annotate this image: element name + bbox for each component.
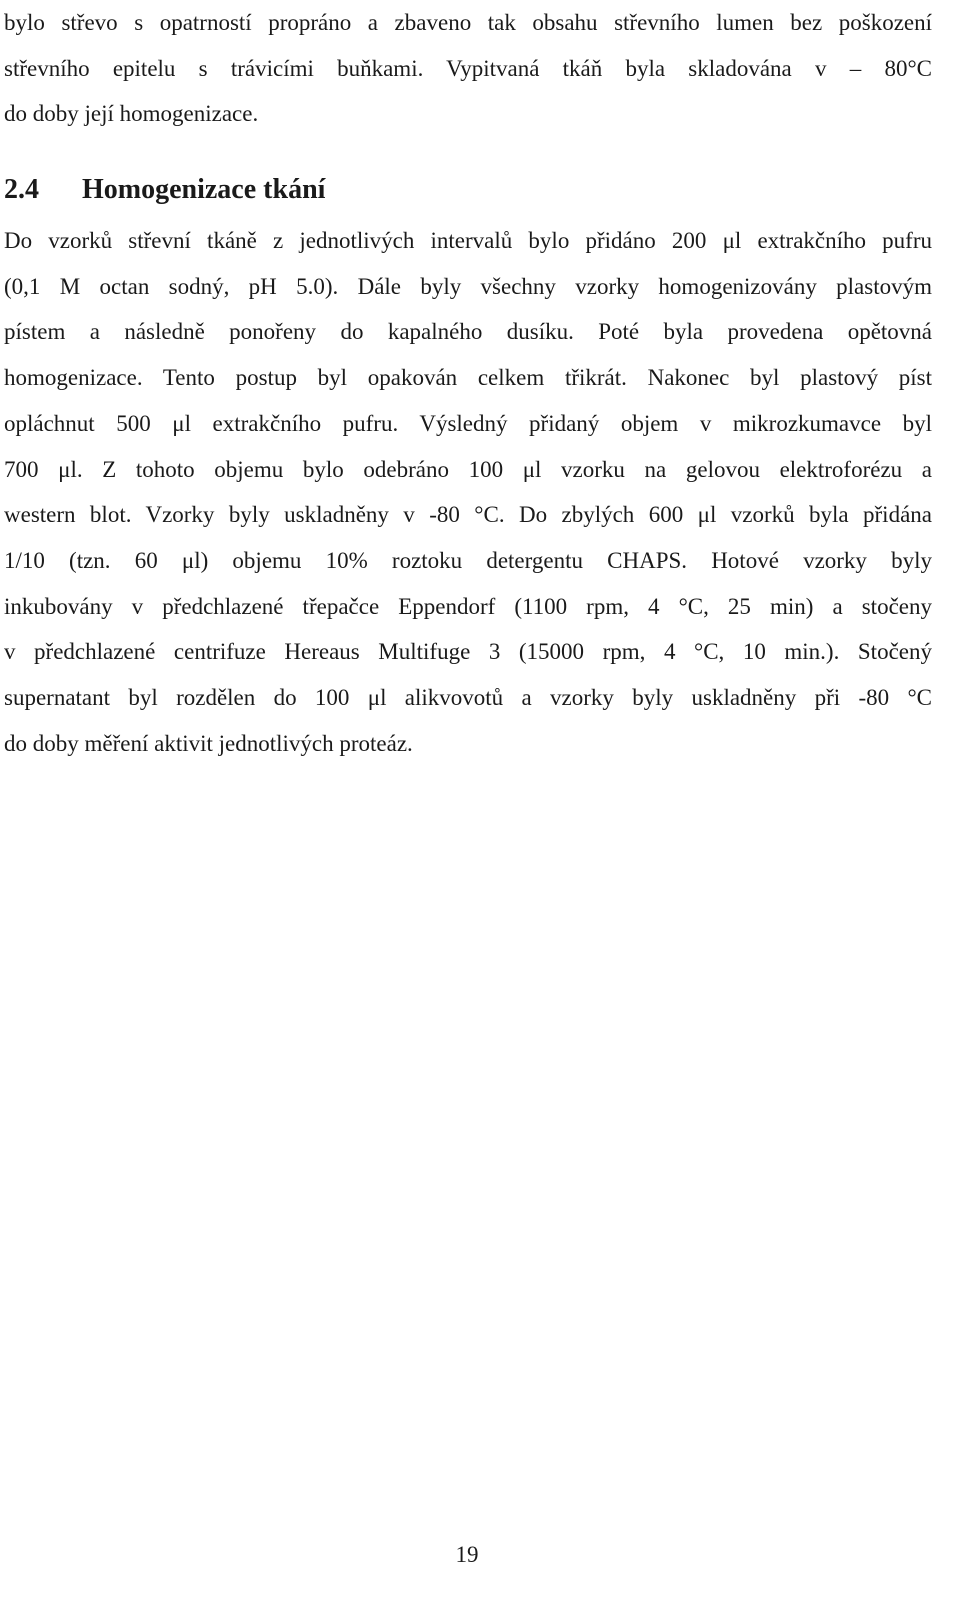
text-line: opláchnut 500 μl extrakčního pufru. Výsledný přidaný objem v mikrozkumavce byl	[4, 410, 932, 436]
text-line: inkubovány v předchlazené třepačce Eppendorf (1100 rpm, 4 °C, 25 min) a stočeny	[4, 593, 932, 619]
section-heading	[4, 168, 932, 218]
text-line: 1/10 (tzn. 60 μl) objemu 10% roztoku detergentu CHAPS. Hotové vzorky byly	[4, 547, 932, 573]
text-line: do doby její homogenizace.	[4, 101, 259, 127]
intro-paragraph	[4, 0, 932, 137]
text-line: bylo střevo s opatrností propráno a zbaveno tak obsahu střevního lumen bez poškození	[4, 10, 932, 35]
text-line: 700 μl. Z tohoto objemu bylo odebráno 100 μl vzorku na gelovou elektroforézu a	[4, 456, 932, 482]
text-line: v předchlazené centrifuze Hereaus Multifuge 3 (15000 rpm, 4 °C, 10 min.). Stočený	[4, 639, 932, 665]
text-line: western blot. Vzorky byly uskladněny v -80 °C. Do zbylých 600 μl vzorků byla přidána	[4, 502, 932, 528]
text-line: supernatant byl rozdělen do 100 μl alikvovotů a vzorky byly uskladněny při -80 °C	[4, 684, 932, 710]
section-number: 2.4	[4, 174, 39, 206]
body-paragraph	[4, 218, 932, 766]
text-line: Do vzorků střevní tkáně z jednotlivých intervalů bylo přidáno 200 μl extrakčního pufru	[4, 228, 932, 254]
section-title: Homogenizace tkání	[82, 174, 326, 206]
text-line: (0,1 M octan sodný, pH 5.0). Dále byly všechny vzorky homogenizovány plastovým	[4, 273, 932, 299]
text-line: homogenizace. Tento postup byl opakován celkem třikrát. Nakonec byl plastový píst	[4, 365, 932, 391]
text-line: střevního epitelu s trávicími buňkami. Vypitvaná tkáň byla skladována v – 80°C	[4, 55, 932, 81]
spacer	[4, 137, 932, 168]
document-page	[4, 0, 932, 766]
text-line: do doby měření aktivit jednotlivých proteáz.	[4, 730, 413, 756]
page-number: 19	[455, 1542, 479, 1567]
text-line: pístem a následně ponořeny do kapalného dusíku. Poté byla provedena opětovná	[4, 319, 932, 345]
